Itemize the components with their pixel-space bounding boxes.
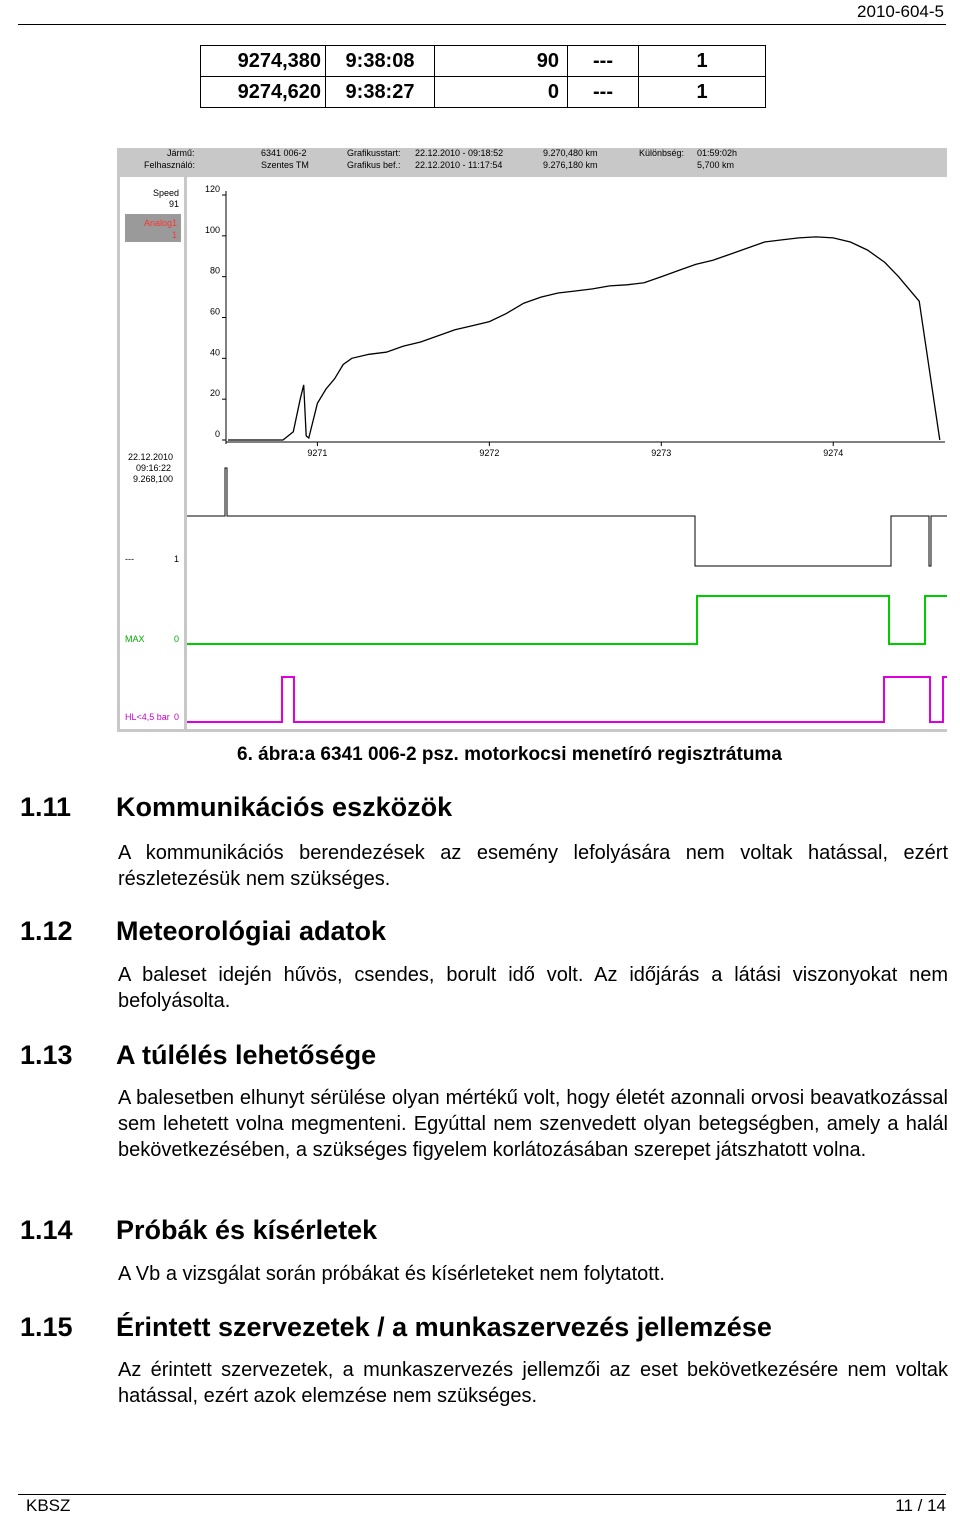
y-tick-label: 60	[209, 306, 220, 317]
grafikus-bef-value: 22.12.2010 - 11:17:54	[415, 160, 503, 170]
digital-trace-segment	[187, 468, 947, 566]
analog-label: Analog1	[143, 218, 177, 228]
page-number: 11 / 14	[895, 1496, 946, 1515]
figure-caption: 6. ábra:a 6341 006-2 psz. motorkocsi menetíró regisztrátuma	[237, 744, 782, 765]
felhasznalo-label: Felhasználó:	[143, 160, 195, 170]
km-end-value: 9.276,180 km	[543, 160, 598, 170]
max-value: 0	[173, 634, 179, 644]
digital-trace-segment	[187, 677, 947, 722]
speed-line	[228, 237, 940, 440]
section-title: Próbák és kísérletek	[116, 1215, 378, 1245]
grafikus-bef-label: Grafikus bef.:	[347, 160, 401, 170]
jarmu-label: Jármű:	[167, 148, 195, 158]
section-paragraph: Az érintett szervezetek, a munkaszervezés jellemzői az eset bekövetkezésére nem voltak hatással, ezért azok elemzése nem szükséges.	[118, 1359, 948, 1407]
section-title: Kommunikációs eszközök	[116, 792, 453, 822]
x-axis	[226, 442, 945, 458]
y-tick-label: 120	[204, 184, 220, 194]
cursor-date: 22.12.2010	[127, 452, 173, 462]
y-tick-label: 80	[209, 265, 220, 276]
section-number: 1.11	[20, 792, 72, 822]
analog-value: 1	[171, 230, 177, 240]
felhasznalo-value: Szentes TM	[261, 160, 309, 170]
speed-recorder-chart	[117, 148, 947, 732]
x-tick-label: 9273	[651, 448, 672, 458]
x-tick-label: 9272	[479, 448, 500, 458]
digital-channel-1-trace	[187, 468, 947, 566]
y-axis	[205, 184, 226, 444]
channel-1-value: 1	[173, 554, 179, 564]
table-cell-time: 9:38:27	[326, 77, 435, 108]
y-tick-label: 100	[204, 224, 220, 235]
document-id: 2010-604-5	[857, 2, 944, 21]
table-row	[201, 46, 766, 77]
digital-trace-segment	[187, 596, 947, 644]
x-tick-label: 9274	[823, 448, 844, 458]
table-cell-value: 1	[639, 46, 766, 77]
section-number: 1.13	[20, 1040, 73, 1070]
table-row	[201, 77, 766, 108]
section-paragraph: A kommunikációs berendezések az esemény lefolyására nem voltak hatással, ezért részletezésük nem szükséges.	[118, 842, 948, 890]
section-paragraph: A balesetben elhunyt sérülése olyan mértékű volt, hogy életét azonnali orvosi beavatkozással sem lehetett volna megmenteni. Egyúttal nem szenvedett olyan betegségben, amely a halál bekövetkezésében, a szükséges figyelem korlátozásában szerepet játszhatott volna.	[118, 1087, 948, 1161]
cursor-time: 09:16:22	[135, 463, 171, 473]
table-cell-channel: ---	[568, 46, 639, 77]
speed-value: 91	[168, 199, 179, 209]
y-tick-label: 40	[209, 347, 220, 358]
speed-series	[228, 237, 940, 440]
grafikus-start-label: Grafikusstart:	[347, 148, 401, 158]
header-rule	[18, 24, 946, 25]
digital-channel-max-trace	[187, 596, 947, 644]
y-tick-label: 0	[214, 429, 220, 439]
section-title: Érintett szervezetek / a munkaszervezés jellemzése	[116, 1312, 772, 1342]
hl-value: 0	[173, 712, 179, 722]
grafikus-start-value: 22.12.2010 - 09:18:52	[415, 148, 504, 158]
jarmu-value: 6341 006-2	[261, 148, 307, 158]
position-data-table	[200, 45, 766, 108]
max-label: MAX	[125, 634, 145, 644]
hl-label: HL<4,5 bar	[125, 712, 170, 722]
table-cell-speed: 90	[435, 46, 568, 77]
kulonbseg-label: Különbség:	[639, 148, 685, 158]
speed-label: Speed	[152, 188, 179, 198]
section-number: 1.12	[20, 916, 73, 946]
table-cell-km: 9274,620	[201, 77, 326, 108]
x-tick-label: 9271	[307, 448, 328, 458]
section-title: Meteorológiai adatok	[116, 916, 387, 946]
footer-org: KBSZ	[26, 1496, 71, 1515]
kulonbseg-km: 5,700 km	[697, 160, 735, 170]
channel-1-label: ---	[125, 554, 134, 564]
section-paragraph: A baleset idején hűvös, csendes, borult idő volt. Az időjárás a látási viszonyokat nem befolyásolta.	[118, 964, 948, 1012]
section-paragraph: A Vb a vizsgálat során próbákat és kísérleteket nem folytatott.	[118, 1263, 665, 1285]
recorder-left-labels	[125, 188, 181, 722]
table-cell-speed: 0	[435, 77, 568, 108]
section-number: 1.14	[20, 1215, 73, 1245]
footer-rule	[18, 1494, 946, 1495]
table-cell-channel: ---	[568, 77, 639, 108]
y-tick-label: 20	[209, 388, 220, 399]
table-cell-value: 1	[639, 77, 766, 108]
recorder-info-header	[144, 148, 737, 170]
km-start-value: 9.270,480 km	[543, 148, 598, 158]
table-cell-km: 9274,380	[201, 46, 326, 77]
cursor-km: 9.268,100	[132, 474, 173, 484]
section-number: 1.15	[20, 1312, 73, 1342]
section-title: A túlélés lehetősége	[116, 1040, 377, 1070]
digital-channel-hl-trace	[187, 677, 947, 722]
kulonbseg-time: 01:59:02h	[697, 148, 738, 158]
table-cell-time: 9:38:08	[326, 46, 435, 77]
